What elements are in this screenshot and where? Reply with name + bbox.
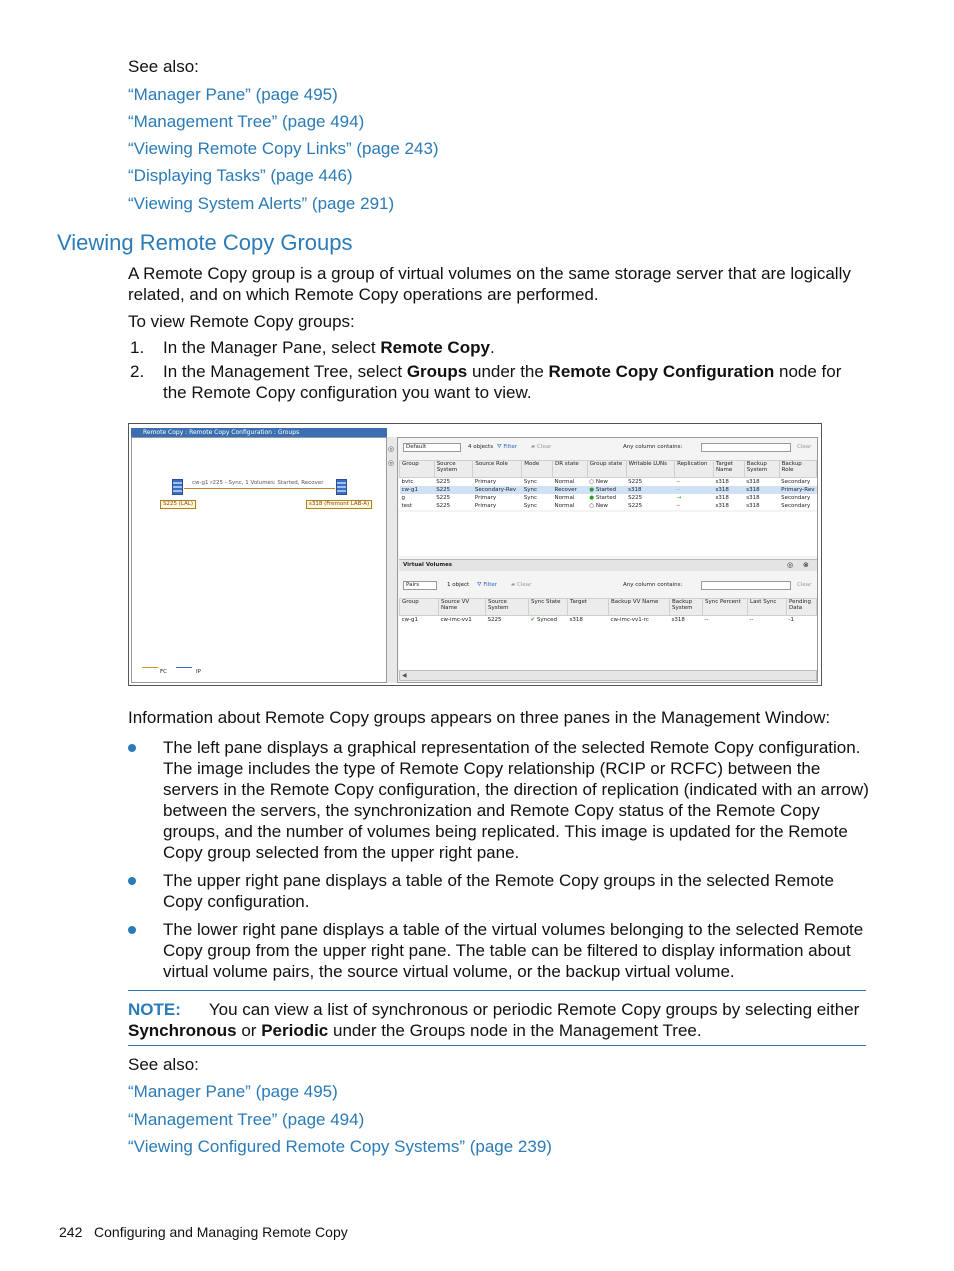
cell: Sync: [522, 486, 553, 494]
table-row[interactable]: [400, 486, 817, 494]
cell: s318: [744, 486, 779, 494]
col-source-vv-name[interactable]: Source VV Name: [439, 599, 486, 616]
table-row[interactable]: [400, 616, 817, 625]
started-status-icon: ●: [589, 487, 595, 493]
started-status-icon: ●: [589, 495, 595, 501]
cell: Sync: [523, 479, 538, 485]
horizontal-scrollbar[interactable]: [399, 670, 817, 681]
link-viewing-configured-remote-copy-systems[interactable]: “Viewing Configured Remote Copy Systems” (page 239): [128, 1137, 552, 1156]
col-group[interactable]: Group: [400, 599, 439, 616]
col-sync-percent[interactable]: Sync Percent: [703, 599, 748, 616]
table-row[interactable]: [400, 502, 817, 510]
cell: s318: [715, 503, 729, 509]
chapter-title: Configuring and Managing Remote Copy: [94, 1224, 348, 1240]
bullet-text-lower-pane: The lower right pane displays a table of the virtual volumes belonging to the selected Remote Copy group from the upper right pane. The table can be filtered to display information about virtual volume pairs, the source virtual volume, or the backup virtual volume.: [163, 920, 864, 981]
cell: S225: [436, 503, 451, 509]
scroll-left-icon[interactable]: ◀: [402, 672, 407, 679]
cell: s318: [671, 617, 685, 623]
col-writable-luns[interactable]: Writable LUNs: [626, 461, 675, 478]
cell: S225: [436, 479, 451, 485]
page-number: 242: [59, 1224, 83, 1240]
note-label: NOTE:: [128, 1000, 181, 1019]
cell: Secondary: [781, 503, 811, 509]
cell: [675, 502, 714, 510]
replication-stopped-icon: ╌: [676, 479, 680, 485]
table-row[interactable]: [400, 494, 817, 502]
col-sync-state[interactable]: Sync State: [529, 599, 568, 616]
see-also-label: See also:: [128, 57, 199, 76]
link-manager-pane[interactable]: “Manager Pane” (page 495): [128, 1082, 338, 1101]
note-top-rule: [128, 990, 866, 991]
col-source-role[interactable]: Source Role: [473, 461, 522, 478]
lower-table-empty-area: [399, 624, 817, 670]
cell: ○ New: [589, 479, 608, 485]
new-status-icon: ○: [589, 503, 595, 509]
right-device-label[interactable]: s318 (Fremont LAB-A): [306, 500, 372, 509]
lower-object-count: 1 object: [447, 582, 470, 588]
link-viewing-remote-copy-links[interactable]: “Viewing Remote Copy Links” (page 243): [128, 139, 439, 158]
link-viewing-system-alerts[interactable]: “Viewing System Alerts” (page 291): [128, 194, 395, 213]
note-bottom-rule: [128, 1045, 866, 1046]
info-lead: Information about Remote Copy groups appears on three panes in the Management Window:: [128, 708, 831, 727]
page-footer: [59, 1223, 348, 1241]
lower-filter-button[interactable]: ⛛ Filter: [477, 582, 497, 588]
upper-clear-button[interactable]: ▰ Clear: [531, 444, 552, 450]
cell: s318: [715, 495, 729, 501]
link-management-tree[interactable]: “Management Tree” (page 494): [128, 112, 365, 131]
col-source-system[interactable]: Source System: [434, 461, 473, 478]
help-icon[interactable]: ◎: [787, 561, 794, 569]
section-intro: A Remote Copy group is a group of virtual volumes on the same storage server that are logically related, and on which Remote Copy operations are performed.: [128, 264, 851, 304]
lower-search-clear[interactable]: Clear: [797, 582, 812, 588]
cell: Normal: [554, 503, 575, 509]
cell: [675, 478, 714, 487]
cell: s318: [746, 495, 760, 501]
storage-device-icon: [336, 479, 347, 495]
cell: s318: [746, 503, 760, 509]
to-view-label: To view Remote Copy groups:: [128, 312, 355, 331]
legend-fc: FC: [160, 669, 168, 675]
cell: S225: [434, 486, 473, 494]
bullet-text-upper-pane: The upper right pane displays a table of the Remote Copy groups in the selected Remote Copy configuration.: [163, 871, 834, 911]
upper-search-input[interactable]: [701, 443, 791, 452]
collapse-icon[interactable]: ◎: [388, 445, 395, 453]
cell: cw-g1: [400, 486, 435, 494]
cell: Normal: [554, 479, 575, 485]
cell: Sync: [523, 503, 538, 509]
cell: s318: [746, 479, 760, 485]
cell: cw-imc-vv1: [440, 617, 472, 623]
upper-object-count: 4 objects: [468, 444, 494, 450]
bullet-text-left-pane: The left pane displays a graphical representation of the selected Remote Copy configuration. The image includes the type of Remote Copy relationship (RCIP or RCFC) between the servers in the Remote Copy configuration, the direction of replication (indicated with an arrow) between the servers, the synchronization and Remote Copy status of the Remote Copy groups, and the number of volumes being replicated. This image is updated for the Remote Copy group selected from the upper right pane.: [163, 738, 869, 862]
note-block: NOTE: You can view a list of synchronous or periodic Remote Copy groups by selecting either Synchronous or Periodic under the Groups node in the Management Tree.: [128, 1000, 860, 1040]
pane-splitter[interactable]: [387, 437, 397, 683]
lower-clear-button[interactable]: ▰ Clear: [511, 582, 532, 588]
cell: Secondary: [781, 495, 811, 501]
clear-icon: ▰: [531, 444, 536, 450]
cell: S225: [436, 495, 451, 501]
cell: [675, 486, 714, 494]
cell: --: [749, 617, 754, 623]
virtual-volumes-table: [399, 598, 817, 624]
groups-table: [399, 460, 817, 510]
col-backup-role[interactable]: Backup Role: [779, 461, 816, 478]
link-displaying-tasks[interactable]: “Displaying Tasks” (page 446): [128, 166, 353, 185]
col-replication[interactable]: Replication: [675, 461, 714, 478]
link-line: [184, 488, 335, 489]
cell: [675, 494, 714, 502]
step-2-number: 2.: [130, 362, 145, 381]
management-window-screenshot: [128, 423, 822, 686]
cell: s318: [715, 479, 729, 485]
bullet-icon: [128, 926, 136, 934]
bullet-icon: [128, 744, 136, 752]
filter-icon: ⛛: [497, 444, 502, 450]
link-management-tree[interactable]: “Management Tree” (page 494): [128, 1110, 365, 1129]
cell: g: [401, 495, 405, 501]
cell: -1: [788, 617, 794, 623]
upper-view-select[interactable]: Default: [403, 443, 461, 452]
cell: Primary: [474, 479, 497, 485]
cell: s318: [569, 617, 583, 623]
step-1-number: 1.: [130, 338, 145, 357]
virtual-volumes-title: Virtual Volumes: [403, 562, 453, 568]
left-graph-pane: [131, 437, 387, 683]
upper-any-column-label: Any column contains:: [623, 444, 683, 450]
cell: cw-g1: [401, 617, 418, 623]
cell: S225: [487, 617, 502, 623]
link-manager-pane[interactable]: “Manager Pane” (page 495): [128, 85, 338, 104]
expand-icon[interactable]: ◎: [388, 459, 395, 467]
cell: Normal: [554, 495, 575, 501]
cell: Primary-Rev: [781, 487, 815, 493]
virtual-volumes-header: [399, 559, 817, 571]
cell: Secondary-Rev: [473, 486, 522, 494]
cell: s318: [713, 486, 744, 494]
replication-arrow-icon: →: [676, 495, 682, 501]
cell: Primary: [474, 495, 497, 501]
cell: --: [704, 617, 709, 623]
see-also-label: See also:: [128, 1055, 199, 1074]
legend-fc-line: [142, 667, 158, 668]
new-status-icon: ○: [589, 479, 595, 485]
left-device-label[interactable]: S225 (LAL): [160, 500, 196, 509]
col-dr-state[interactable]: DR state: [553, 461, 588, 478]
section-heading: Viewing Remote Copy Groups: [57, 230, 353, 255]
clear-icon: ▰: [511, 582, 516, 588]
legend-ip-line: [176, 667, 192, 668]
check-icon: ✔: [530, 617, 536, 623]
cell: Sync: [523, 495, 538, 501]
upper-filter-button[interactable]: ⛛ Filter: [497, 444, 517, 450]
close-icon[interactable]: ⊗: [803, 561, 809, 569]
bullet-icon: [128, 877, 136, 885]
step-1-text: In the Manager Pane, select Remote Copy.: [163, 338, 495, 357]
window-title-bar: Remote Copy : Remote Copy Configuration : Groups: [131, 428, 387, 437]
cell: S225: [628, 479, 643, 485]
col-backup-system[interactable]: Backup System: [744, 461, 779, 478]
upper-search-clear[interactable]: Clear: [797, 444, 812, 450]
cell: ○ New: [589, 503, 608, 509]
cell: Primary: [474, 503, 497, 509]
step-2-text: In the Management Tree, select Groups under the Remote Copy Configuration node for the Remote Copy configuration you want to view.: [163, 362, 842, 402]
col-group[interactable]: Group: [400, 461, 435, 478]
lower-search-input[interactable]: [701, 581, 791, 590]
col-group-state[interactable]: Group state: [587, 461, 626, 478]
cell: Secondary: [781, 479, 811, 485]
col-target[interactable]: Target: [568, 599, 609, 616]
link-label: cw-g1 r225 - Sync, 1 Volumes: Started, Recover: [192, 480, 324, 486]
replication-stopped-icon: ╌: [676, 503, 680, 509]
cell: ✔ Synced: [530, 617, 557, 623]
lower-any-column-label: Any column contains:: [623, 582, 683, 588]
cell: ● Started: [589, 495, 617, 501]
cell: Recover: [553, 486, 588, 494]
col-mode[interactable]: Mode: [522, 461, 553, 478]
col-pending-data[interactable]: Pending Data: [787, 599, 817, 616]
cell: S225: [628, 495, 643, 501]
cell: S225: [628, 503, 643, 509]
legend-ip: IP: [196, 669, 201, 675]
cell: ● Started: [587, 486, 626, 494]
cell: cw-imc-vv1-rc: [610, 617, 649, 623]
filter-icon: ⛛: [477, 582, 482, 588]
col-last-sync[interactable]: Last Sync: [748, 599, 787, 616]
lower-view-select[interactable]: Pairs: [403, 581, 437, 590]
table-row[interactable]: [400, 478, 817, 487]
upper-table-empty-area: [399, 512, 817, 556]
col-target-name[interactable]: Target Name: [713, 461, 744, 478]
cell: bvtc: [401, 479, 414, 485]
cell: s318: [626, 486, 675, 494]
col-backup-vv-name[interactable]: Backup VV Name: [609, 599, 670, 616]
col-backup-system[interactable]: Backup System: [670, 599, 703, 616]
col-source-system[interactable]: Source System: [486, 599, 529, 616]
cell: test: [401, 503, 413, 509]
replication-reverse-icon: ╌: [676, 487, 680, 493]
storage-device-icon: [172, 479, 183, 495]
